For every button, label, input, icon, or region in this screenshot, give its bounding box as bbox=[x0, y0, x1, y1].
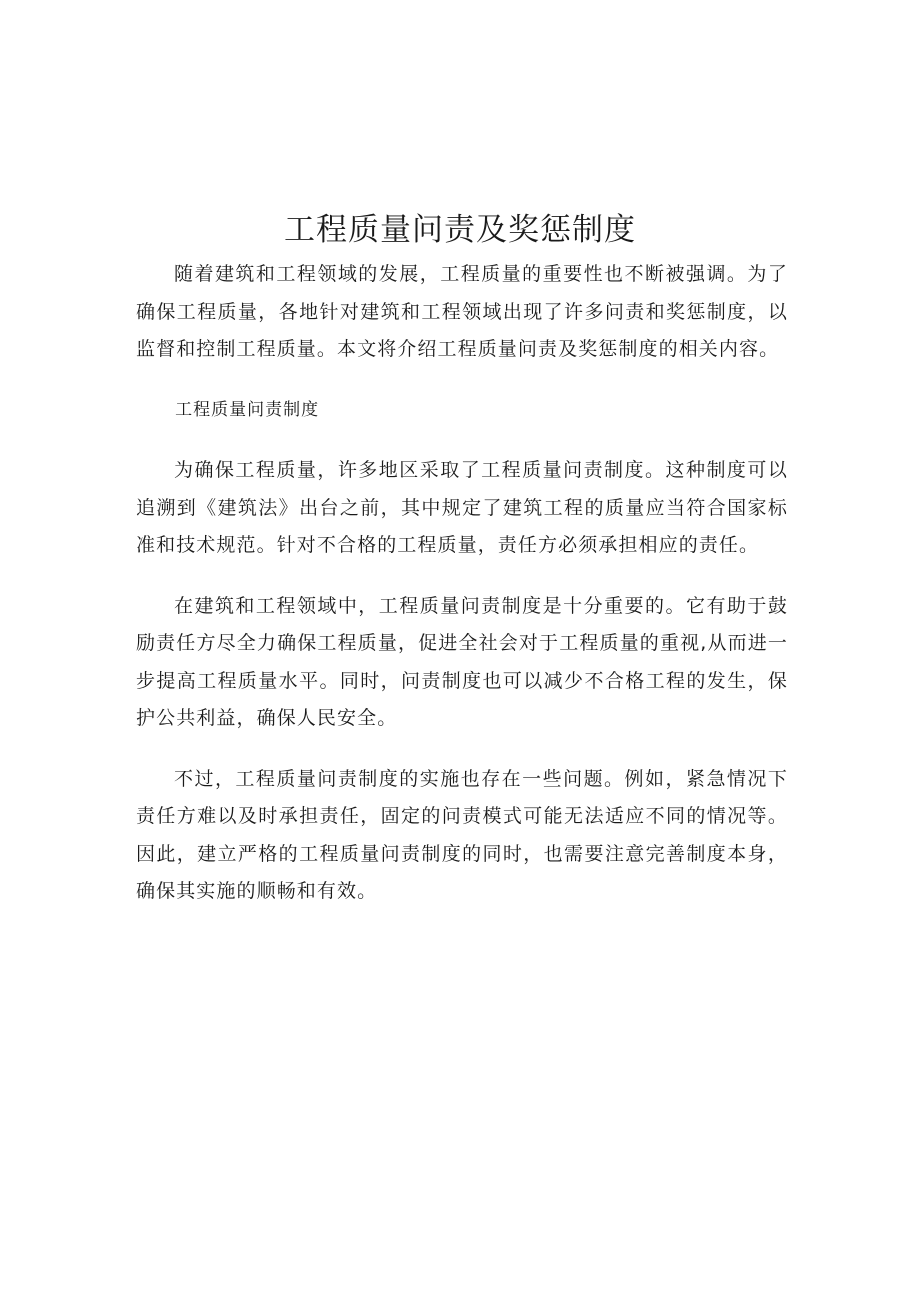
document-body bbox=[136, 256, 788, 934]
paragraph-3: 不过，工程质量问责制度的实施也存在一些问题。例如，紧急情况下责任方难以及时承担责任，固定的问责模式可能无法适应不同的情况等。因此，建立严格的工程质量问责制度的同时，也需要注意完善制度本身，确保其实施的顺畅和有效。 bbox=[136, 767, 788, 902]
section-heading: 工程质量问责制度 bbox=[175, 399, 320, 420]
document-title: 工程质量问责及奖惩制度 bbox=[284, 212, 636, 248]
paragraph-1: 为确保工程质量，许多地区采取了工程质量问责制度。这种制度可以追溯到《建筑法》出台之前，其中规定了建筑工程的质量应当符合国家标准和技术规范。针对不合格的工程质量，责任方必须承担相应的责任。 bbox=[136, 459, 788, 556]
paragraph-intro: 随着建筑和工程领域的发展，工程质量的重要性也不断被强调。为了确保工程质量，各地针对建筑和工程领域出现了许多问责和奖惩制度，以监督和控制工程质量。本文将介绍工程质量问责及奖惩制度的相关内容。 bbox=[136, 263, 788, 360]
paragraph-2: 在建筑和工程领域中，工程质量问责制度是十分重要的。它有助于鼓励责任方尽全力确保工程质量，促进全社会对于工程质量的重视,从而进一步提高工程质量水平。同时，问责制度也可以减少不合格工程的发生，保护公共利益，确保人民安全。 bbox=[136, 594, 788, 729]
